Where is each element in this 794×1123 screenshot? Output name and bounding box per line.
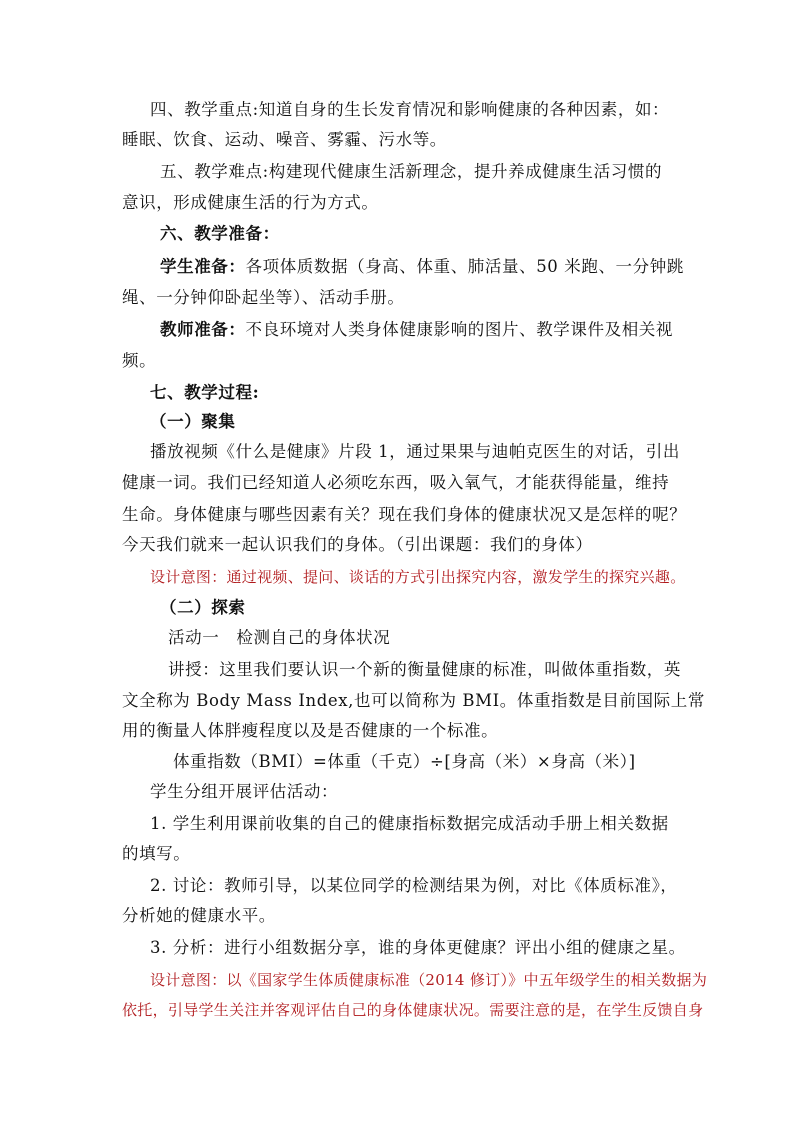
- design-intent-1: 设计意图：通过视频、提问、谈话的方式引出探究内容，激发学生的探究兴趣。: [150, 568, 686, 586]
- gather-paragraph-line-1: 播放视频《什么是健康》片段 1，通过果果与迪帕克医生的对话，引出: [150, 442, 680, 461]
- section-5-difficulties-line-2: 意识，形成健康生活的行为方式。: [122, 193, 379, 212]
- section-7-heading: 七、教学过程:: [150, 383, 260, 402]
- design-intent-2-line-2: 依托，引导学生关注并客观评估自己的身体健康状况。需要注意的是，在学生反馈自身: [122, 1001, 704, 1019]
- lecture-line-2: 文全称为 Body Mass Index,也可以简称为 BMI。体重指数是目前国际上常: [122, 691, 705, 710]
- design-intent-2-line-1: 设计意图：以《国家学生体质健康标准（2014 修订）》中五年级学生的相关数据为: [150, 971, 708, 989]
- student-prep-text: 各项体质数据（身高、体重、肺活量、50 米跑、一分钟跳: [245, 257, 684, 276]
- lecture-line-1: 讲授：这里我们要认识一个新的衡量健康的标准，叫做体重指数，英: [168, 660, 681, 679]
- step-3: 3. 分析：进行小组数据分享，谁的身体更健康？评出小组的健康之星。: [150, 938, 686, 957]
- teacher-prep-label: 教师准备：: [160, 320, 246, 339]
- section-5-difficulties-line-1: 五、教学难点:构建现代健康生活新理念，提升养成健康生活习惯的: [160, 162, 663, 181]
- gather-paragraph-line-3: 生命。身体健康与哪些因素有关？现在我们身体的健康状况又是怎样的呢？: [122, 505, 687, 524]
- section-4-key-points-line-1: 四、教学重点:知道自身的生长发育情况和影响健康的各种因素，如：: [150, 100, 670, 119]
- subsection-1-heading: （一）聚集: [150, 412, 236, 431]
- bmi-formula: 体重指数（BMI）=体重（千克）÷[身高（米）×身高（米）]: [173, 752, 636, 771]
- section-4-key-points-line-2: 睡眠、饮食、运动、噪音、雾霾、污水等。: [122, 130, 447, 149]
- step-1-line-2: 的填写。: [122, 844, 191, 863]
- student-prep-label: 学生准备：: [160, 257, 246, 276]
- section-6-heading: 六、教学准备：: [160, 224, 280, 243]
- teacher-prep-text: 不良环境对人类身体健康影响的图片、教学课件及相关视: [245, 320, 673, 339]
- teacher-prep-line-1: [160, 320, 673, 340]
- step-2-line-2: 分析她的健康水平。: [122, 906, 276, 925]
- subsection-2-heading: （二）探索: [160, 598, 246, 617]
- gather-paragraph-line-4: 今天我们就来一起认识我们的身体。（引出课题：我们的身体）: [122, 535, 593, 554]
- teacher-prep-line-2: 频。: [122, 351, 157, 370]
- gather-paragraph-line-2: 健康一词。我们已经知道人必须吃东西，吸入氧气，才能获得能量，维持: [122, 473, 670, 492]
- lecture-line-3: 用的衡量人体胖瘦程度以及是否健康的一个标准。: [122, 721, 499, 740]
- student-prep-line-2: 绳、一分钟仰卧起坐等）、活动手册。: [122, 288, 405, 307]
- step-1-line-1: 1. 学生利用课前收集的自己的健康指标数据完成活动手册上相关数据: [150, 814, 669, 833]
- group-activity-intro: 学生分组开展评估活动：: [150, 782, 339, 801]
- step-2-line-1: 2. 讨论：教师引导，以某位同学的检测结果为例，对比《体质标准》，: [150, 876, 678, 895]
- activity-1-title: 活动一 检测自己的身体状况: [168, 628, 391, 647]
- student-prep-line-1: [160, 257, 684, 277]
